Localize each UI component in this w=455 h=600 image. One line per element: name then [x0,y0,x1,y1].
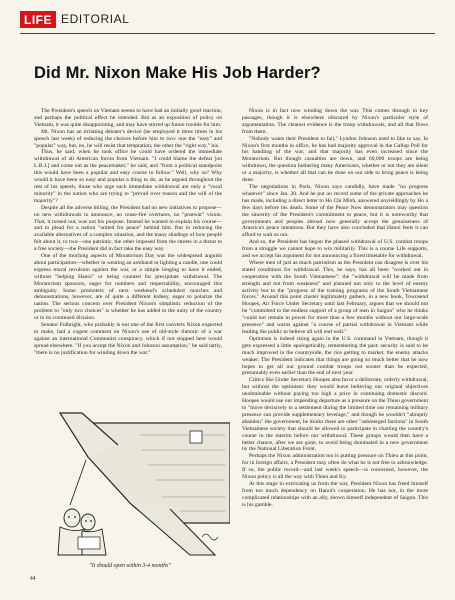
editorial-cartoon [30,405,230,560]
masthead-rule [20,33,435,34]
paragraph: Thus, he said, when he took office he could have ordered the immediate withdrawal of all American forces from Vietnam. "I could blame the defeat [on L.B.J.] and come out as the peacemaker," he said, and "from a political standpoint this would have been a popular and easy course to follow." Well, why so? Why would it have been so easy and popular a thing to do, as he argued throughout the rest of his speech, those who urge such immediate withdrawal are only a "vocal minority" in the nation who are trying to "prevail over reason and the will of the majority"? [34,149,222,204]
paragraph: Mr. Nixon has an irritating debater's device (he employed it three times in his speech last week) of reducing the choices before him to two: one the "easy" and "popular" way, but, no, he will resist that temptation; the other the "right way," his. [34,128,222,149]
paragraph: The President's speech on Vietnam seems to have had an initially good reaction, and perhaps the political effect he intended. But as an exposition of policy on Vietnam, it was quite disappointing, and may have stirred up future trouble for him. [34,108,222,128]
headline: Did Mr. Nixon Make His Job Harder? [34,64,321,82]
paragraph: Perhaps the Nixon administration too is putting pressure on Thieu at this point, for in foreign affairs, a President may often do what he is not free to acknowledge. If so, the public record—and last week's speech—is concerned, however, the Nixon policy is all the way with Thieu and Ky. [242,453,428,481]
paragraph: "Nobody wants their President to fail," Lyndon Johnson used to like to say. In Nixon's first months in office, he has had majority approval in the Gallup Poll for his handling of the war, and that majority has even increased since the Moratorium. But though casualties are down, and 60,000 troops are being withdrawn, the question bothering many Americans, whether or not they are silent or a majority, is whether all that can be done on our side to bring peace is being done. [242,135,428,184]
paragraph: And so, the President has begun the phased withdrawal of U.S. combat troops from a struggle we cannot hope to win militarily. This is a course Life supports, and we accept his argument for not announcing a fixed timetable for withdrawal. [242,239,428,260]
page-number: 44 [30,576,36,582]
paragraph: The negotiations in Paris, Nixon says candidly, have made "no progress whatever" since Jan. 20. And he put on record some of the private approaches he has made, including a direct letter to Ho Chi Minh, answered unyieldingly by Ho a few days before his death. Some of the Peace Now demonstrators may question the sincerity of the President's commitment to peace, but it is noteworthy that governments and peoples abroad now generally accept the genuineness of America's peace intentions. But they have also concluded that Hanoi feels it can afford to wait us out. [242,183,428,239]
paragraph: Optimism is indeed rising again in the U.S. command in Vietnam, though it gets expressed a little apologetically, remembering the past: security is said to be much improved in the countryside, the rice getting to market, the enemy attacks weaker. The President indicates that things are going so much better that he now hopes to get all our ground combat troops out sooner than he expected, presumably even earlier than the end of next year. [242,335,428,377]
paragraph: One of the touching aspects of Moratorium Day was the widespread anguish about participation—whether in wearing an armband or lighting a candle, one could express moral revulsion against the war, or a simple longing to have it ended, without "helping Hanoi" or being counted for precipitate withdrawal. The Moratorium sponsors, eager for numbers and respectability, encouraged this ambiguity. Some promoters of next weekend's scheduled marches and demonstrations, however, are of quite a different kidney, eager to polarize the nation. The serious concern over President Nixon's simplistic reduction of the problem to "only two choices" is whether he has added to the unity of the country or to its continued division. [34,253,222,322]
paragraph: At this stage in extricating us from the war, President Nixon has freed himself from too much dependency on Hanoi's cooperation. He has not, in the more complicated relationships with an ally, shown himself independent of Saigon. This is his gamble. [242,480,428,508]
paragraph: Despite all the adverse billing, the President had no new initiatives to propose—no new withdrawals to announce, no cease-fire overtures, no "postwar" vision. That, it turned out, was not his purpose. Instead he wanted to explain his course—and to plead for a nation "united for peace" behind him. But in reducing the available alternatives of a complex situation, and the many shadings of how people felt about it, to two—one patriotic, the other imposed from the streets in a threat to a free society—the President did in fact take the easy way. [34,204,222,253]
cartoon-caption: "It should open within 3-4 months" [89,563,171,569]
paragraph: Senator Fulbright, who probably is not one of the first converts Nixon expected to make, had a cogent comment on Nixon's use of old-style rhetoric of a war against an international Communist conspiracy, which if not stopped here would spread elsewhere. "If you accept the Nixon and Johnson assumption," he said tartly, "there is no justification for winding down the war." [34,322,222,356]
left-column [34,108,222,403]
section-label: EDITORIAL [61,12,130,26]
masthead [20,8,130,30]
life-logo: LIFE [20,11,56,28]
paragraph: Where men of just as much patriotism as the President can disagree is over his stated conditions for withdrawal. This, he says, has all been "worked out in cooperation with the South Vietnamese": the "withdrawal will be made from strength and not from weakness" and planned not only to the level of enemy activity but to the "progress of the training programs of the South Vietnamese forces." Around this point cluster legitimately gathers, in a new book, Townsend Hoopes, Air Force Under Secretary until last February, argues that we should not be "committed to the endless support of a group of men in Saigon" who he thinks "could not remain in power for more than a few months without our large-scale presence" and warns against "a course of partial withdrawal in Vietnam while leading the public to believe all will end well." [242,259,428,335]
right-column [242,108,428,576]
paragraph: Critics like Under Secretary Hoopes also favor a deliberate, orderly withdrawal, but without the optimism: they would leave believing our original objectives unobtainable without paying too high a price in continuing domestic discord. Hoopes would use our impending departure as a pressure on the Thieu government to "move decisively to a settlement during the limited time our remaining military presence can provide supplementary leverage," and though he wouldn't "abruptly abandon" the government, he thinks there are other "submerged factions" in South Vietnamese society that should be allowed to participate in charting the country's course in the interim before our withdrawal. These groups would then have a better chance, after we are gone, to avoid being dominated in a new government by the National Liberation Front. [242,377,428,453]
paragraph: Nixon is in fact now winding down the war. This comes through in key passages, though it is elsewhere obscured by Nixon's particular style of argumentation. The clearest evidence is the troop withdrawals, and all that flows from them. [242,108,428,135]
